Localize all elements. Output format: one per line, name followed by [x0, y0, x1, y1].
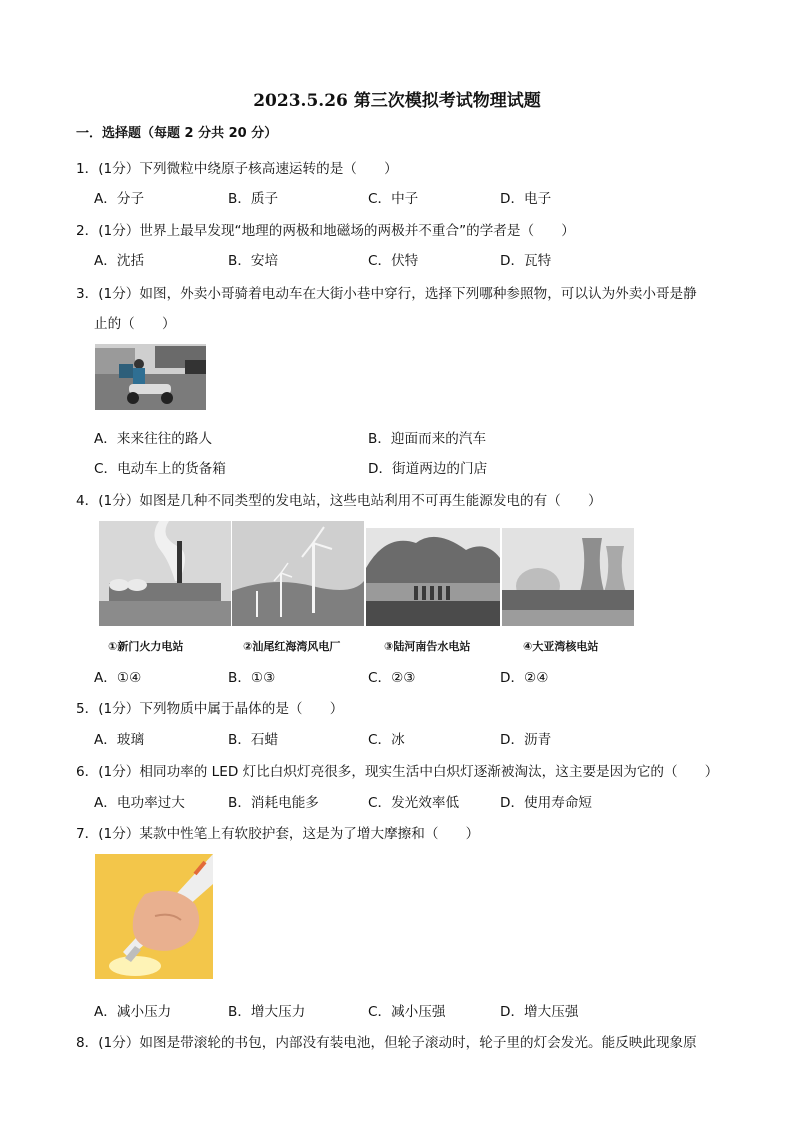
q4-option-d[interactable]: D．②④: [500, 670, 549, 686]
q5-option-c[interactable]: C．冰: [368, 732, 405, 748]
q2-option-a[interactable]: A．沈括: [94, 253, 145, 269]
q4-option-a[interactable]: A．①④: [94, 670, 142, 686]
question-4: 4．(1分）如图是几种不同类型的发电站，这些电站利用不可再生能源发电的有（ ）: [76, 493, 602, 509]
q2-option-b[interactable]: B．安培: [228, 253, 279, 269]
question-3-continued: 止的（ ）: [94, 316, 176, 332]
q6-option-c[interactable]: C．发光效率低: [368, 795, 460, 811]
question-1: 1．(1分）下列微粒中绕原子核高速运转的是（ ）: [76, 161, 398, 177]
q1-option-d[interactable]: D．电子: [500, 191, 552, 207]
question-6: 6．(1分）相同功率的 LED 灯比白炽灯亮很多，现实生活中白炽灯逐渐被淘汰，这主要是因为它的（ ）: [76, 764, 719, 780]
pen-with-grip-image: [95, 854, 213, 979]
q7-option-c[interactable]: C．减小压强: [368, 1004, 446, 1020]
q6-option-a[interactable]: A．电功率过大: [94, 795, 185, 811]
q2-option-c[interactable]: C．伏特: [368, 253, 419, 269]
q7-option-d[interactable]: D．增大压强: [500, 1004, 579, 1020]
caption-nuclear-station: ④大亚湾核电站: [523, 640, 599, 653]
section-heading: 一．选择题（每题 2 分共 20 分）: [76, 126, 278, 141]
q1-option-a[interactable]: A．分子: [94, 191, 145, 207]
q6-option-d[interactable]: D．使用寿命短: [500, 795, 593, 811]
q3-option-b[interactable]: B．迎面而来的汽车: [368, 431, 487, 447]
q7-option-b[interactable]: B．增大压力: [228, 1004, 306, 1020]
q5-option-b[interactable]: B．石蜡: [228, 732, 279, 748]
q5-option-a[interactable]: A．玻璃: [94, 732, 145, 748]
wind-farm-image: [232, 521, 364, 626]
question-7: 7．(1分）某款中性笔上有软胶护套，这是为了增大摩擦和（ ）: [76, 826, 480, 842]
nuclear-power-station-image: [502, 528, 634, 626]
q7-option-a[interactable]: A．减小压力: [94, 1004, 172, 1020]
q3-option-a[interactable]: A．来来往往的路人: [94, 431, 213, 447]
q5-option-d[interactable]: D．沥青: [500, 732, 552, 748]
q2-option-d[interactable]: D．瓦特: [500, 253, 552, 269]
delivery-rider-image: [95, 344, 206, 410]
caption-hydro-station: ③陆河南告水电站: [384, 640, 471, 653]
q3-option-d[interactable]: D．街道两边的门店: [368, 461, 488, 477]
question-3: 3．(1分）如图，外卖小哥骑着电动车在大街小巷中穿行，选择下列哪种参照物，可以认为外卖小哥是静: [76, 286, 697, 302]
q4-option-b[interactable]: B．①③: [228, 670, 276, 686]
q4-option-c[interactable]: C．②③: [368, 670, 416, 686]
q1-option-b[interactable]: B．质子: [228, 191, 279, 207]
hydro-power-station-image: [366, 528, 500, 626]
question-5: 5．(1分）下列物质中属于晶体的是（ ）: [76, 701, 344, 717]
thermal-power-station-image: [99, 521, 231, 626]
caption-wind-station: ②汕尾红海湾风电厂: [243, 640, 341, 653]
caption-thermal-station: ①新门火力电站: [108, 640, 184, 653]
q1-option-c[interactable]: C．中子: [368, 191, 419, 207]
question-2: 2．(1分）世界上最早发现“地理的两极和地磁场的两极并不重合”的学者是（ ）: [76, 223, 575, 239]
q6-option-b[interactable]: B．消耗电能多: [228, 795, 319, 811]
question-8: 8．(1分）如图是带滚轮的书包，内部没有装电池，但轮子滚动时，轮子里的灯会发光。能反映此现象原: [76, 1035, 697, 1051]
q3-option-c[interactable]: C．电动车上的货备箱: [94, 461, 226, 477]
page-title: 2023.5.26 第三次模拟考试物理试题: [253, 91, 541, 111]
